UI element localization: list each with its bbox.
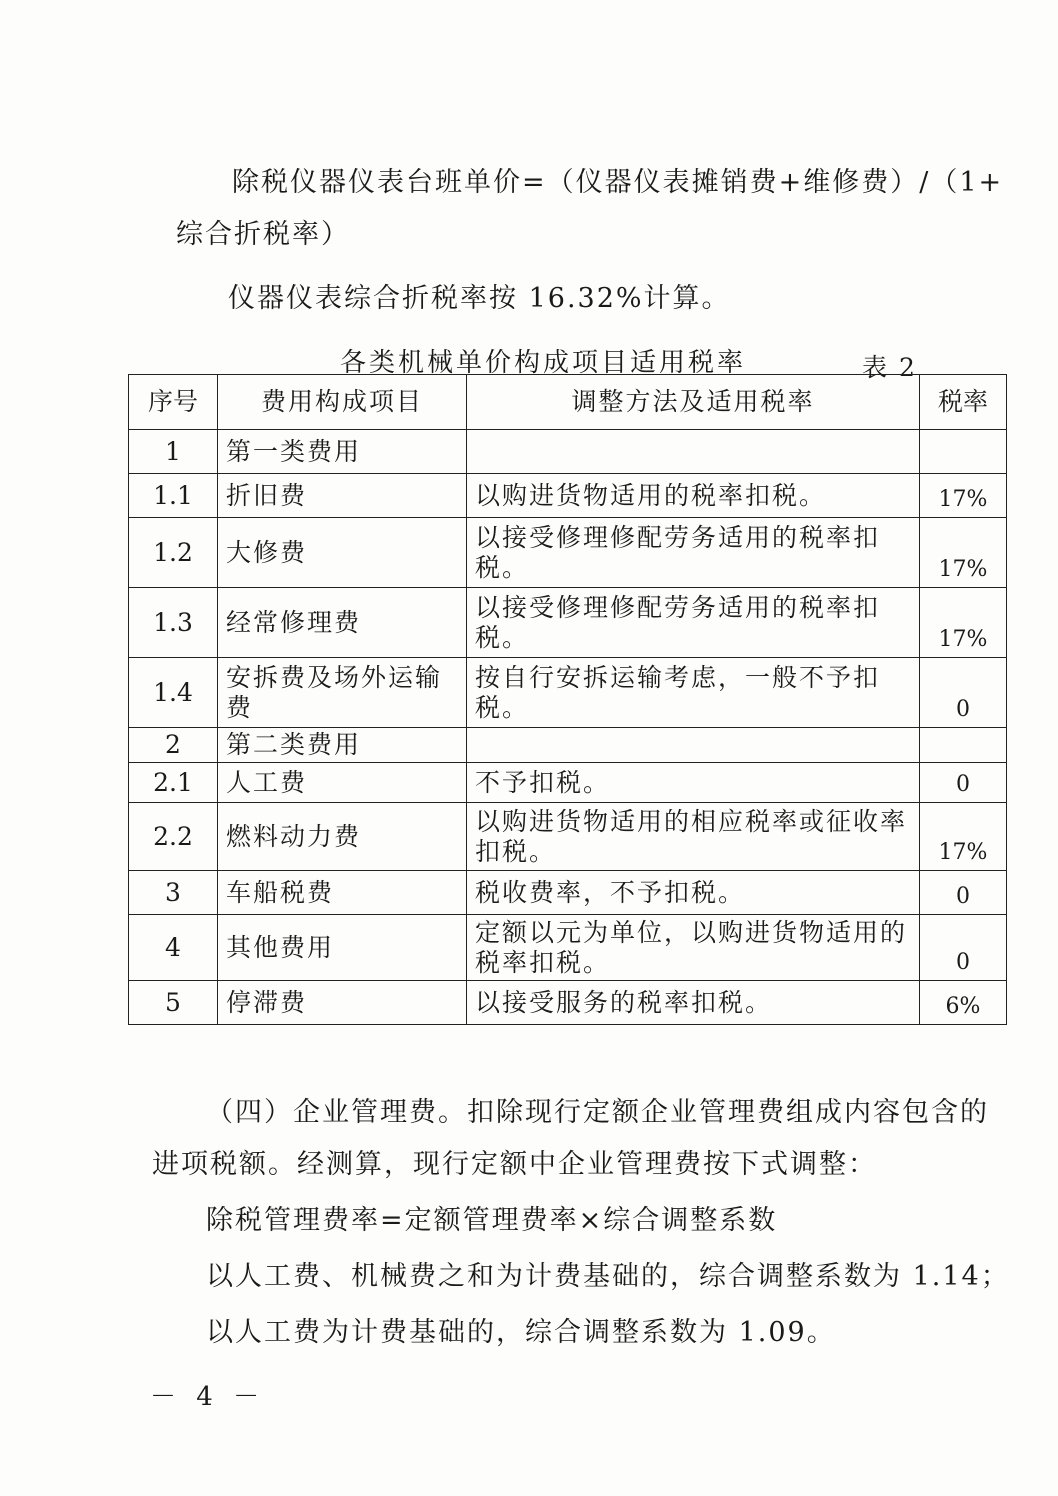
cell-item: 停滞费 [218, 981, 467, 1025]
cell-no: 3 [129, 871, 218, 915]
table-row [129, 658, 1007, 728]
cell-rate [920, 430, 1007, 474]
table-row [129, 763, 1007, 803]
management-fee-paragraph-line2: 进项税额。经测算，现行定额中企业管理费按下式调整： [152, 1149, 877, 1180]
cell-rate: 0 [920, 871, 1007, 915]
cell-item: 第一类费用 [218, 430, 467, 474]
cell-no: 2.1 [129, 763, 218, 803]
cell-method: 以接受服务的税率扣税。 [467, 981, 920, 1025]
cell-rate: 0 [920, 915, 1007, 981]
cell-method: 不予扣税。 [467, 763, 920, 803]
cell-item: 其他费用 [218, 915, 467, 981]
table-row [129, 915, 1007, 981]
cell-rate [920, 728, 1007, 763]
cell-item: 安拆费及场外运输费 [218, 658, 467, 728]
table-row [129, 474, 1007, 518]
management-fee-paragraph-line1: （四）企业管理费。扣除现行定额企业管理费组成内容包含的 [206, 1097, 989, 1128]
table-caption: 各类机械单价构成项目适用税率 [340, 348, 747, 378]
cell-rate: 17% [920, 803, 1007, 871]
coefficient-labor: 以人工费为计费基础的，综合调整系数为 1.09。 [206, 1317, 836, 1348]
instrument-price-formula-line2: 综合折税率） [176, 219, 350, 250]
cell-rate: 0 [920, 658, 1007, 728]
cell-rate: 17% [920, 518, 1007, 588]
cell-rate: 0 [920, 763, 1007, 803]
cell-item: 第二类费用 [218, 728, 467, 763]
cell-rate: 6% [920, 981, 1007, 1025]
table-row [129, 588, 1007, 658]
header-method: 调整方法及适用税率 [467, 375, 920, 430]
cell-item: 经常修理费 [218, 588, 467, 658]
table-number: 表 2 [862, 353, 917, 382]
cell-no: 1.2 [129, 518, 218, 588]
management-fee-formula: 除税管理费率=定额管理费率×综合调整系数 [206, 1205, 778, 1236]
cell-no: 1.3 [129, 588, 218, 658]
machine-tax-rate-table [128, 374, 1007, 1025]
cell-item: 大修费 [218, 518, 467, 588]
cell-no: 1 [129, 430, 218, 474]
cell-item: 人工费 [218, 763, 467, 803]
instrument-price-formula-line1: 除税仪器仪表台班单价=（仪器仪表摊销费+维修费）/（1+ [232, 167, 1004, 198]
table-row [129, 803, 1007, 871]
cell-no: 2 [129, 728, 218, 763]
table-row [129, 981, 1007, 1025]
page-number: － 4 － [150, 1382, 266, 1412]
cell-no: 1.1 [129, 474, 218, 518]
cell-method: 以接受修理修配劳务适用的税率扣税。 [467, 518, 920, 588]
table-header-row [129, 375, 1007, 430]
cell-method [467, 430, 920, 474]
cell-method: 以购进货物适用的相应税率或征收率扣税。 [467, 803, 920, 871]
cell-rate: 17% [920, 588, 1007, 658]
cell-method: 定额以元为单位，以购进货物适用的税率扣税。 [467, 915, 920, 981]
table-row [129, 518, 1007, 588]
cell-method: 以购进货物适用的税率扣税。 [467, 474, 920, 518]
cell-rate: 17% [920, 474, 1007, 518]
table-row [129, 871, 1007, 915]
cell-method [467, 728, 920, 763]
instrument-rate-note: 仪器仪表综合折税率按 16.32%计算。 [228, 283, 731, 314]
cell-no: 4 [129, 915, 218, 981]
cell-item: 折旧费 [218, 474, 467, 518]
header-item: 费用构成项目 [218, 375, 467, 430]
cell-no: 5 [129, 981, 218, 1025]
table-row [129, 430, 1007, 474]
cell-method: 税收费率，不予扣税。 [467, 871, 920, 915]
header-rate: 税率 [920, 375, 1007, 430]
coefficient-labor-machine: 以人工费、机械费之和为计费基础的，综合调整系数为 1.14； [206, 1261, 1010, 1292]
cell-item: 燃料动力费 [218, 803, 467, 871]
header-no: 序号 [129, 375, 218, 430]
cell-no: 1.4 [129, 658, 218, 728]
cell-item: 车船税费 [218, 871, 467, 915]
cell-method: 按自行安拆运输考虑，一般不予扣税。 [467, 658, 920, 728]
cell-no: 2.2 [129, 803, 218, 871]
cell-method: 以接受修理修配劳务适用的税率扣税。 [467, 588, 920, 658]
table-row [129, 728, 1007, 763]
